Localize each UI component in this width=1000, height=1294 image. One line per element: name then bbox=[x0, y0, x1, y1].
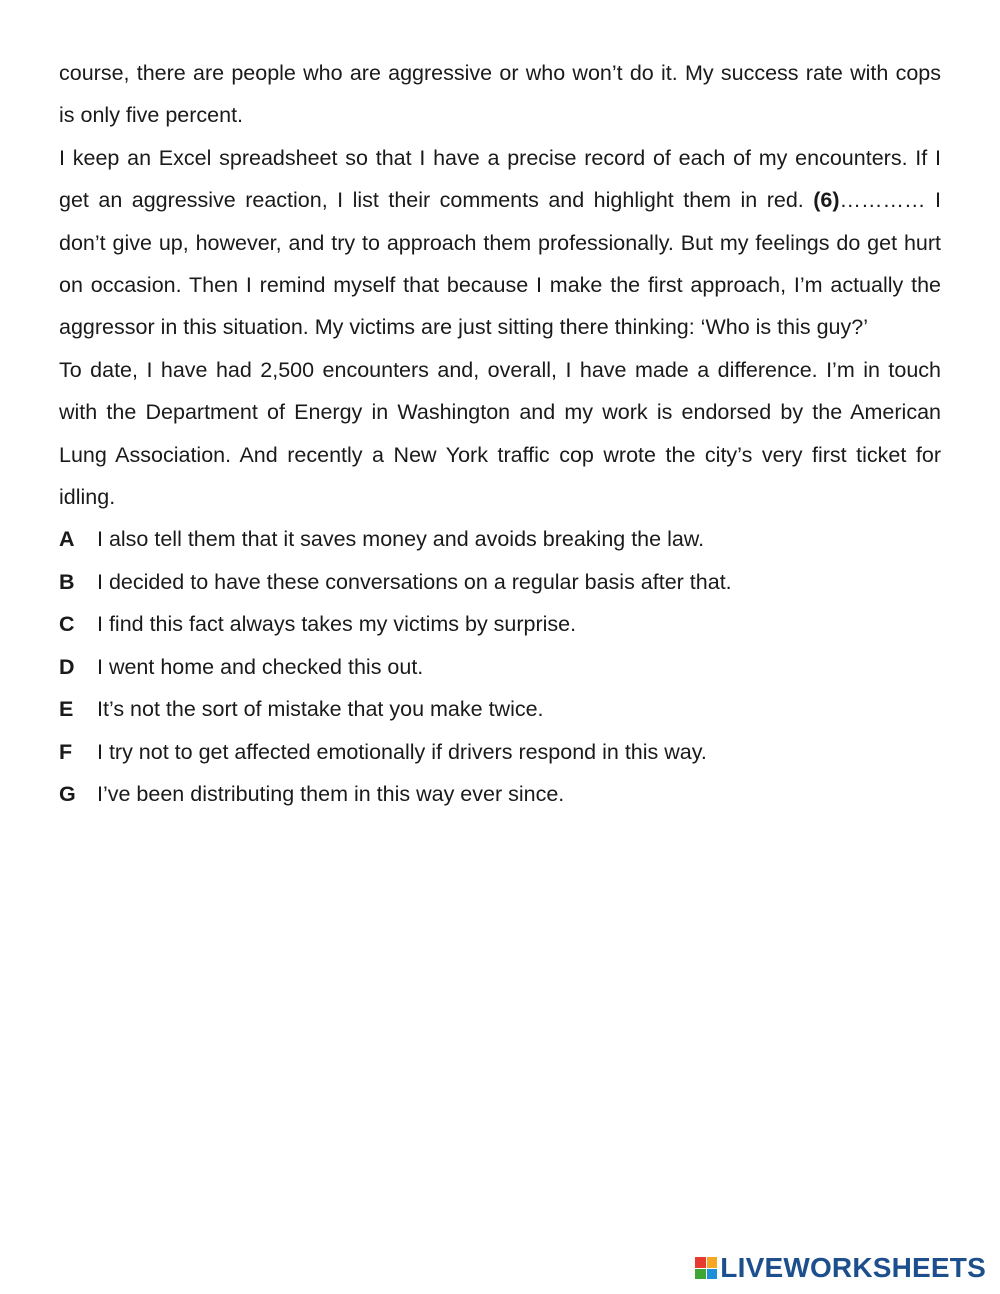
option-text: I decided to have these conversations on a regular basis after that. bbox=[97, 569, 732, 594]
liveworksheets-logo[interactable] bbox=[695, 1252, 986, 1284]
option-letter: A bbox=[59, 527, 75, 552]
option-text: I’ve been distributing them in this way ever since. bbox=[97, 781, 565, 806]
option-g bbox=[59, 773, 941, 815]
option-text: I find this fact always takes my victims by surprise. bbox=[97, 612, 577, 637]
paragraph-1: course, there are people who are aggressive or who won’t do it. My success rate with cops is only five percent. bbox=[59, 61, 941, 128]
option-b bbox=[59, 561, 941, 603]
option-a bbox=[59, 518, 941, 560]
gap-number: (6) bbox=[813, 188, 840, 213]
paragraph-2 bbox=[59, 137, 941, 349]
liveworksheets-logo-icon bbox=[695, 1257, 717, 1279]
option-text: It’s not the sort of mistake that you make twice. bbox=[97, 697, 544, 722]
option-letter: F bbox=[59, 739, 73, 764]
paragraph-2-start: I keep an Excel spreadsheet so that I have a precise record of each of my encounters. If I get an aggressive reaction, I list their comments and highlight them in red. bbox=[59, 145, 941, 213]
option-letter: C bbox=[59, 612, 75, 637]
option-text: I went home and checked this out. bbox=[97, 654, 424, 679]
option-letter: E bbox=[59, 697, 74, 722]
option-text: I try not to get affected emotionally if drivers respond in this way. bbox=[97, 739, 707, 764]
option-c bbox=[59, 603, 941, 645]
option-d bbox=[59, 646, 941, 688]
option-letter: D bbox=[59, 654, 75, 679]
answer-options-list bbox=[59, 518, 941, 815]
gap-blank[interactable]: ………… bbox=[839, 188, 926, 213]
logo-text: LIVEWORKSHEETS bbox=[720, 1252, 986, 1283]
option-f bbox=[59, 731, 941, 773]
option-letter: G bbox=[59, 781, 76, 806]
option-text: I also tell them that it saves money and avoids breaking the law. bbox=[97, 527, 705, 552]
paragraph-2-end: I don’t give up, however, and try to approach them professionally. But my feelings do get hurt on occasion. Then I remind myself that because I make the first approach, I’m actually the aggressor in this situation. My victims are just sitting there thinking: ‘Who is this guy?’ bbox=[59, 188, 942, 340]
paragraph-3: To date, I have had 2,500 encounters and, overall, I have made a difference. I’m in touch with the Department of Energy in Washington and my work is endorsed by the American Lung Association. And recently a New York traffic cop wrote the city’s very first ticket for idling. bbox=[59, 357, 941, 510]
option-e bbox=[59, 688, 941, 730]
option-letter: B bbox=[59, 569, 75, 594]
worksheet-content bbox=[59, 52, 941, 815]
